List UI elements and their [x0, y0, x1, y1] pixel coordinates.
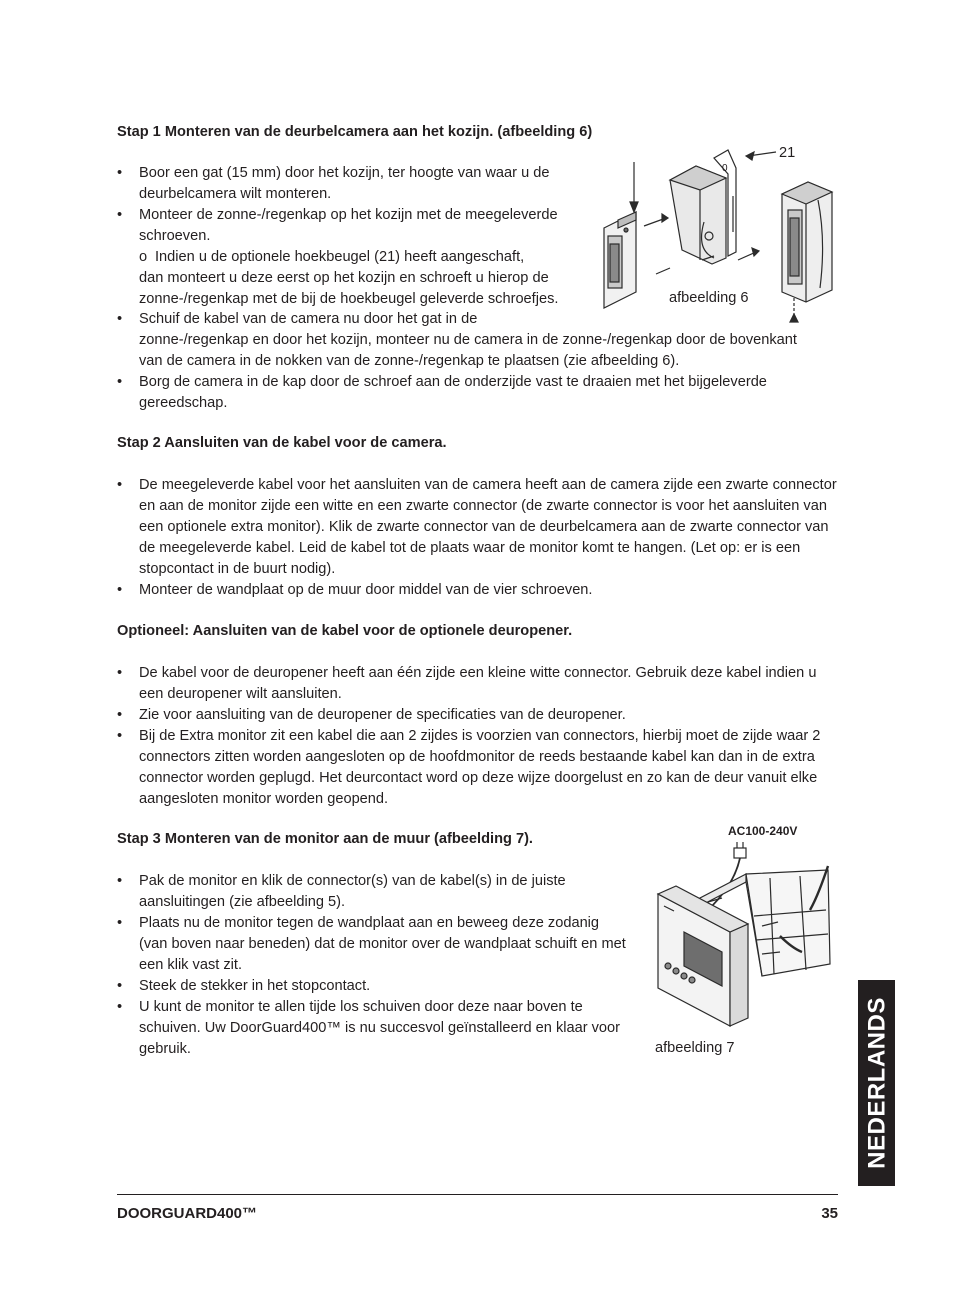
step2-bullet-list: [117, 475, 839, 601]
step1-bullet-4-text: Borg de camera in de kap door de schroef aan de onderzijde vast te draaien met het bijgeleverde gereedschap.: [139, 374, 767, 411]
optional-heading: Optioneel: Aansluiten van de kabel voor de optionele deuropener.: [117, 623, 573, 639]
step1-bullet-2-text: Monteer de zonne-/regenkap op het kozijn met de meegeleverde schroeven.: [139, 207, 558, 244]
footer-page-number: 35: [821, 1205, 838, 1222]
optional-bullet-list: [117, 663, 839, 810]
step3-heading: Stap 3 Monteren van de monitor aan de muur (afbeelding 7).: [117, 831, 533, 847]
step1-bullet-3-line-1: • Schuif de kabel van de camera nu door het gat in de: [139, 311, 478, 327]
list-item: [117, 372, 842, 414]
list-item: [117, 913, 627, 976]
figure-6-label-number: 21: [779, 145, 796, 161]
figure-6-label-zero: 0: [722, 163, 728, 174]
step1-bullet-1-text: Boor een gat (15 mm) door het kozijn, ter hoogte van waar u de deurbelcamera wilt monteren.: [139, 165, 550, 202]
step1-bullet-3-line-3: van de camera in de nokken van de zonne-/regenkap te plaatsen (zie afbeelding 6).: [139, 353, 680, 369]
sub-item-line-3: zonne-/regenkap met de bij de hoekbeugel geleverde schroefjes.: [139, 291, 559, 307]
step2-bullet-2-text: Monteer de wandplaat op de muur door middel van de vier schroeven.: [139, 582, 593, 598]
step1-bullet-3-line-2: zonne-/regenkap en door het kozijn, monteer nu de camera in de zonne-/regenkap door de bovenkant: [139, 332, 797, 348]
step3-bullet-1-text: Pak de monitor en klik de connector(s) van de kabel(s) in de juiste aansluitingen (zie afbeelding 5).: [139, 873, 566, 910]
list-item: [117, 726, 839, 810]
optional-bullet-1-text: De kabel voor de deuropener heeft aan één zijde een kleine witte connector. Gebruik deze kabel indien u een deuropener wilt aansluiten.: [139, 665, 817, 702]
optional-bullet-2-text: Zie voor aansluiting van de deuropener de specificaties van de deuropener.: [139, 707, 626, 723]
footer-divider: [117, 1194, 838, 1195]
sub-item-line-1: Indien u de optionele hoekbeugel (21) heeft aangeschaft,: [155, 249, 525, 265]
optional-bullet-3-text: Bij de Extra monitor zit een kabel die aan 2 zijdes is voorzien van connectors, hierbij moet de zijde waar 2 connectors zitten worden aangesloten op de hoofdmonitor de reeds bestaande kabel kan dan in de extra connector worden geplugd. Het deurcontact word op deze wijze doorgelust en zo kan de deur vanuit elke aangesloten monitor worden geopend.: [139, 728, 821, 807]
list-item: [117, 871, 627, 913]
list-item: [117, 475, 839, 580]
step2-heading: Stap 2 Aansluiten van de kabel voor de camera.: [117, 435, 447, 451]
step1-sub-item: [139, 247, 587, 268]
footer-product-name: DOORGUARD400™: [117, 1205, 258, 1222]
step3-bullet-4-text: U kunt de monitor te allen tijde los schuiven door deze naar boven te schuiven. Uw DoorGuard400™ is nu succesvol geïnstalleerd en klaar voor gebruik.: [139, 999, 621, 1057]
list-item: [117, 163, 587, 205]
sub-item-marker: o: [139, 249, 148, 265]
step1-heading: Stap 1 Monteren van de deurbelcamera aan het kozijn. (afbeelding 6): [117, 124, 593, 140]
list-item: [117, 205, 587, 310]
list-item: [117, 976, 627, 997]
language-side-tab: [858, 980, 895, 1186]
figure-6-caption: afbeelding 6: [669, 290, 749, 306]
step3-bullet-2-text: Plaats nu de monitor tegen de wandplaat aan en beweeg deze zodanig (van boven naar beneden) dat de monitor over de wandplaat schuift en met een klik vast zit.: [139, 915, 626, 973]
figure-7-caption: afbeelding 7: [655, 1040, 735, 1056]
step1-bullet-list-top: [117, 163, 587, 310]
step3-bullet-3-text: Steek de stekker in het stopcontact.: [139, 978, 371, 994]
language-side-tab-label: NEDERLANDS: [863, 997, 890, 1169]
list-item: [117, 663, 839, 705]
sub-item-line-2: dan monteert u deze eerst op het kozijn en schroeft u hierop de: [139, 270, 549, 286]
list-item: [117, 997, 627, 1060]
list-item: [117, 580, 839, 601]
figure-7-illustration: [650, 836, 840, 1030]
list-item: [117, 705, 839, 726]
step3-bullet-list: [117, 871, 627, 1060]
step2-bullet-1-text: De meegeleverde kabel voor het aansluiten van de camera heeft aan de camera zijde een zwarte connector en aan de monitor zijde een witte en een zwarte connector (de zwarte connector is voor het aansluiten van een optionele extra monitor). Klik de zwarte connector van de deurbelcamera aan de zwarte connector van de meegeleverde kabel. Leid de kabel tot de plaats waar de monitor komt te hangen. (Let op: er is een stopcontact in de buurt nodig).: [139, 477, 837, 577]
figure-7-power-label: AC100-240V: [728, 824, 798, 838]
